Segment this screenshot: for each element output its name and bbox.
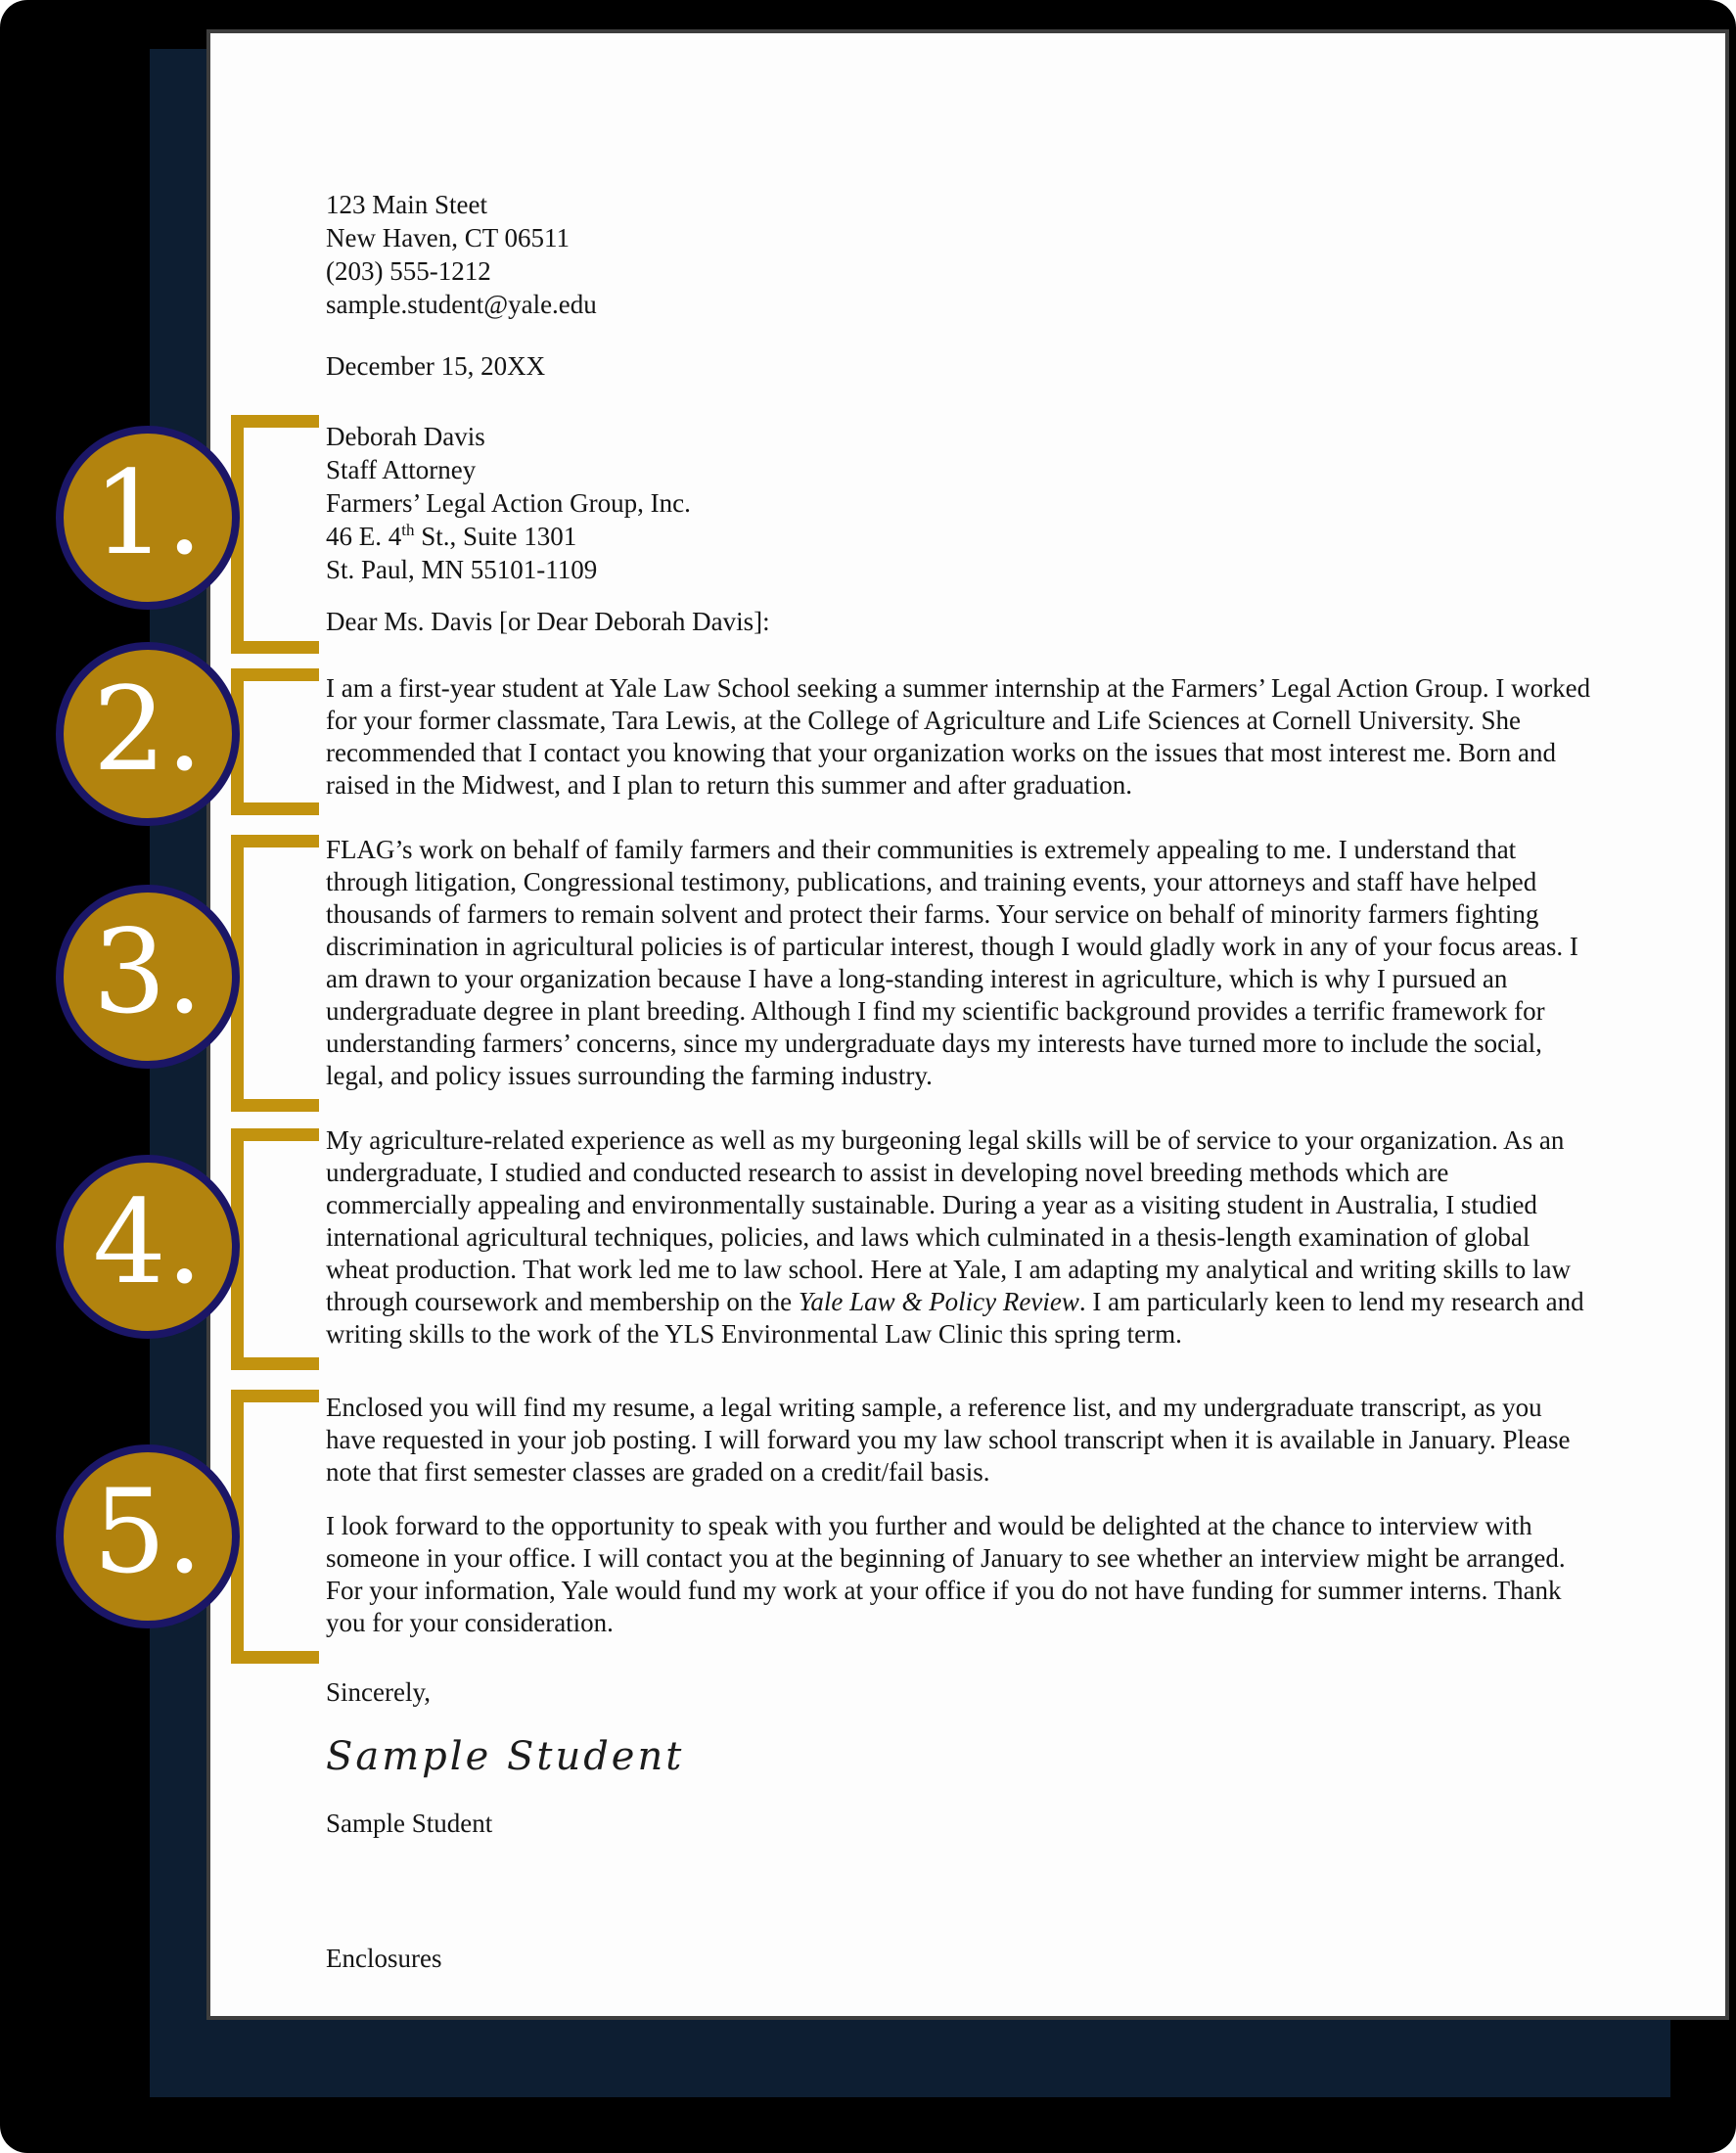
annotation-badge-2: [56, 642, 240, 826]
sender-street: 123 Main Steet: [326, 190, 487, 219]
annotation-badge-4: [56, 1155, 240, 1339]
recipient-title: Staff Attorney: [326, 455, 477, 484]
recipient-organization: Farmers’ Legal Action Group, Inc.: [326, 488, 691, 518]
enclosures-note: Enclosures: [326, 1944, 442, 1973]
paragraph-enclosed: Enclosed you will find my resume, a legal writing sample, a reference list, and my undergraduate transcript, as you have requested in your job posting. I will forward you my law school transcript when it is available in January. Please note that first semester classes are graded on a credit/fail basis.: [326, 1393, 1571, 1487]
recipient-street-suite: St., Suite 1301: [414, 522, 577, 551]
recipient-street-ordinal: th: [401, 521, 415, 539]
paragraph-experience-text-end: . I am particularly keen to lend my research and writing skills to the work of the YLS Environmental Law Clinic this spring term.: [326, 1287, 1584, 1349]
paragraph-intro: I am a first-year student at Yale Law School seeking a summer internship at the Farmers’ Legal Action Group. I worked for your former classmate, Tara Lewis, at the College of Agriculture and Life Sciences at Cornell University. She recommended that I contact you knowing that your organization works on the issues that most interest me. Born and raised in the Midwest, and I plan to return this summer and after graduation.: [326, 673, 1591, 800]
recipient-city: St. Paul, MN 55101-1109: [326, 555, 598, 584]
recipient-name: Deborah Davis: [326, 422, 485, 451]
signature-script: Sample Student: [326, 1734, 685, 1779]
paragraph-experience-text: My agriculture-related experience as well as my burgeoning legal skills will be of service to your organization. As an undergraduate, I studied and conducted research to assist in developing novel breeding methods which are commercially appealing and environmentally sustainable. During a year as a visiting student in Australia, I studied international agricultural techniques, policies, and laws which culminated in a thesis-length examination of global wheat production. That work led me to law school. Here at Yale, I am adapting my analytical and writing skills to law through coursework and membership on the: [326, 1125, 1571, 1316]
recipient-address-block: [326, 420, 1598, 586]
signature-typed: Sample Student: [326, 1809, 493, 1838]
sender-address-block: [326, 188, 1598, 321]
annotation-badge-5: [56, 1444, 240, 1628]
recipient-street-number: 46 E. 4: [326, 522, 402, 551]
section-bracket-2: [231, 668, 319, 815]
closing-sincerely: Sincerely,: [326, 1677, 431, 1707]
section-bracket-1: [231, 415, 319, 654]
annotation-badge-3: [56, 885, 240, 1069]
letter-date: December 15, 20XX: [326, 351, 546, 381]
section-bracket-4: [231, 1128, 319, 1370]
annotation-number-5: 5.: [92, 1464, 204, 1599]
sender-city: New Haven, CT 06511: [326, 223, 570, 252]
journal-title: Yale Law & Policy Review: [798, 1287, 1079, 1316]
sender-phone: (203) 555-1212: [326, 256, 491, 286]
annotation-number-2: 2.: [92, 662, 204, 797]
section-bracket-3: [231, 835, 319, 1112]
annotation-number-4: 4.: [92, 1174, 204, 1309]
paragraph-organization-interest: FLAG’s work on behalf of family farmers and their communities is extremely appealing to me. I understand that through litigation, Congressional testimony, publications, and training events, your attorneys and staff have helped thousands of farmers to remain solvent and protect their farms. Your service on behalf of minority farmers fighting discrimination in agricultural policies is of particular interest, though I would gladly work in any of your focus areas. I am drawn to your organization because I have a long-standing interest in agriculture, which is why I pursued an undergraduate degree in plant breeding. Although I find my scientific background provides a terrific framework for understanding farmers’ concerns, since my undergraduate days my interests have turned more to include the social, legal, and policy issues surrounding the farming industry.: [326, 835, 1578, 1090]
annotation-badge-1: [56, 426, 240, 610]
recipient-street: [326, 520, 1598, 553]
salutation: Dear Ms. Davis [or Dear Deborah Davis]:: [326, 607, 770, 636]
section-bracket-5: [231, 1390, 319, 1664]
annotation-number-3: 3.: [92, 904, 204, 1039]
sender-email: sample.student@yale.edu: [326, 290, 597, 319]
paragraph-follow-up: I look forward to the opportunity to speak with you further and would be delighted at the chance to interview with someone in your office. I will contact you at the beginning of January to see whether an interview might be arranged. For your information, Yale would fund my work at your office if you do not have funding for summer interns. Thank you for your consideration.: [326, 1511, 1566, 1637]
annotation-number-1: 1.: [92, 445, 204, 580]
letter-page: [206, 29, 1729, 2020]
paragraph-experience: [326, 1124, 1598, 1351]
